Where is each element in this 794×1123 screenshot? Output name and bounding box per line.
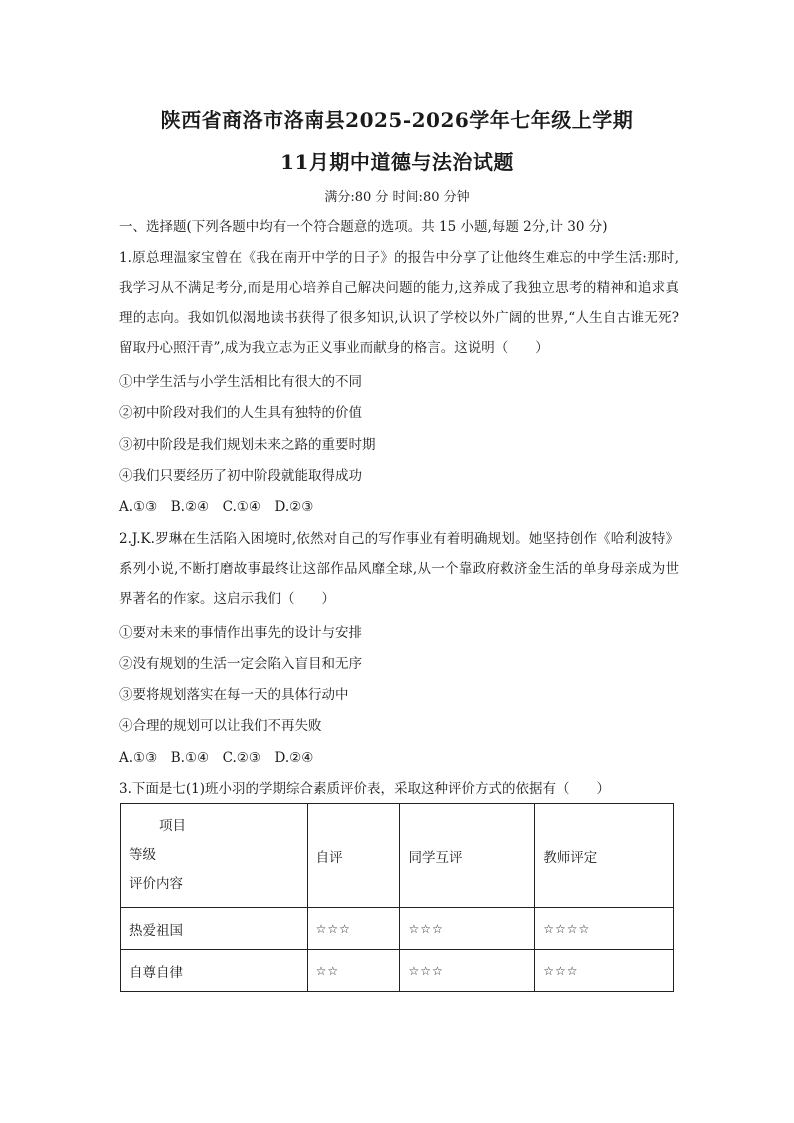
question-1-option: ②初中阶段对我们的人生具有独特的价值 — [119, 405, 362, 421]
question-2-stem: 2.J.K.罗琳在生活陷入困境时,依然对自己的写作事业有着明确规划。她坚持创作《哈利波特》系列小说,不断打磨故事最终让这部作品风靡全球,从一个靠政府救济金生活的单身母亲成为世界著名的作家。这启示我们（ ） — [119, 531, 679, 607]
table-cell: ☆☆ — [307, 950, 400, 992]
question-1-option: ③初中阶段是我们规划未来之路的重要时期 — [119, 437, 376, 453]
corner-label-content: 评价内容 — [129, 876, 183, 892]
table-cell: ☆☆☆☆ — [535, 908, 674, 950]
table-row-label: 热爱祖国 — [121, 908, 308, 950]
question-1-option: ④我们只要经历了初中阶段就能取得成功 — [119, 468, 362, 484]
corner-label-grade: 等级 — [129, 847, 156, 863]
table-corner-cell — [121, 804, 308, 908]
table-row — [121, 908, 674, 950]
question-2-option: ④合理的规划可以让我们不再失败 — [119, 718, 322, 734]
table-row-label: 自尊自律 — [121, 950, 308, 992]
question-3-stem: 3.下面是七(1)班小羽的学期综合素质评价表，采取这种评价方式的依据有（ ） — [119, 781, 611, 797]
table-cell: ☆☆☆ — [400, 950, 535, 992]
table-header-cell: 教师评定 — [535, 804, 674, 908]
evaluation-table — [120, 803, 674, 992]
exam-title-line2: 11月期中道德与法治试题 — [280, 150, 514, 174]
table-cell: ☆☆☆ — [535, 950, 674, 992]
table-header-row — [121, 804, 674, 908]
question-2-option: ③要将规划落实在每一天的具体行动中 — [119, 687, 349, 703]
question-1-stem: 1.原总理温家宝曾在《我在南开中学的日子》的报告中分享了让他终生难忘的中学生活:那时,我学习从不满足考分,而是用心培养自己解决问题的能力,这养成了我独立思考的精神和追求真理的志向。我如饥似渴地读书获得了很多知识,认识了学校以外广阔的世界,“人生自古谁无死?留取丹心照汗青”,成为我立志为正义事业而献身的格言。这说明（ ） — [119, 250, 679, 356]
exam-title-line1: 陕西省商洛市洛南县2025-2026学年七年级上学期 — [160, 108, 634, 132]
question-2-option: ②没有规划的生活一定会陷入盲目和无序 — [119, 656, 362, 672]
table-row — [121, 950, 674, 992]
table-cell: ☆☆☆ — [307, 908, 400, 950]
question-2-option: ①要对未来的事情作出事先的设计与安排 — [119, 625, 362, 641]
table-cell: ☆☆☆ — [400, 908, 535, 950]
question-1-option: ①中学生活与小学生活相比有很大的不同 — [119, 374, 362, 390]
exam-meta: 满分:80 分 时间:80 分钟 — [324, 190, 470, 205]
question-2-answers: A.①③ B.①④ C.②③ D.②④ — [119, 750, 314, 766]
table-header-cell: 同学互评 — [400, 804, 535, 908]
question-1-answers: A.①③ B.②④ C.①④ D.②③ — [119, 499, 314, 515]
corner-label-item: 项目 — [159, 818, 186, 834]
section-heading: 一、选择题(下列各题中均有一个符合题意的选项。共 15 小题,每题 2分,计 30 分) — [119, 219, 608, 235]
table-header-cell: 自评 — [307, 804, 400, 908]
